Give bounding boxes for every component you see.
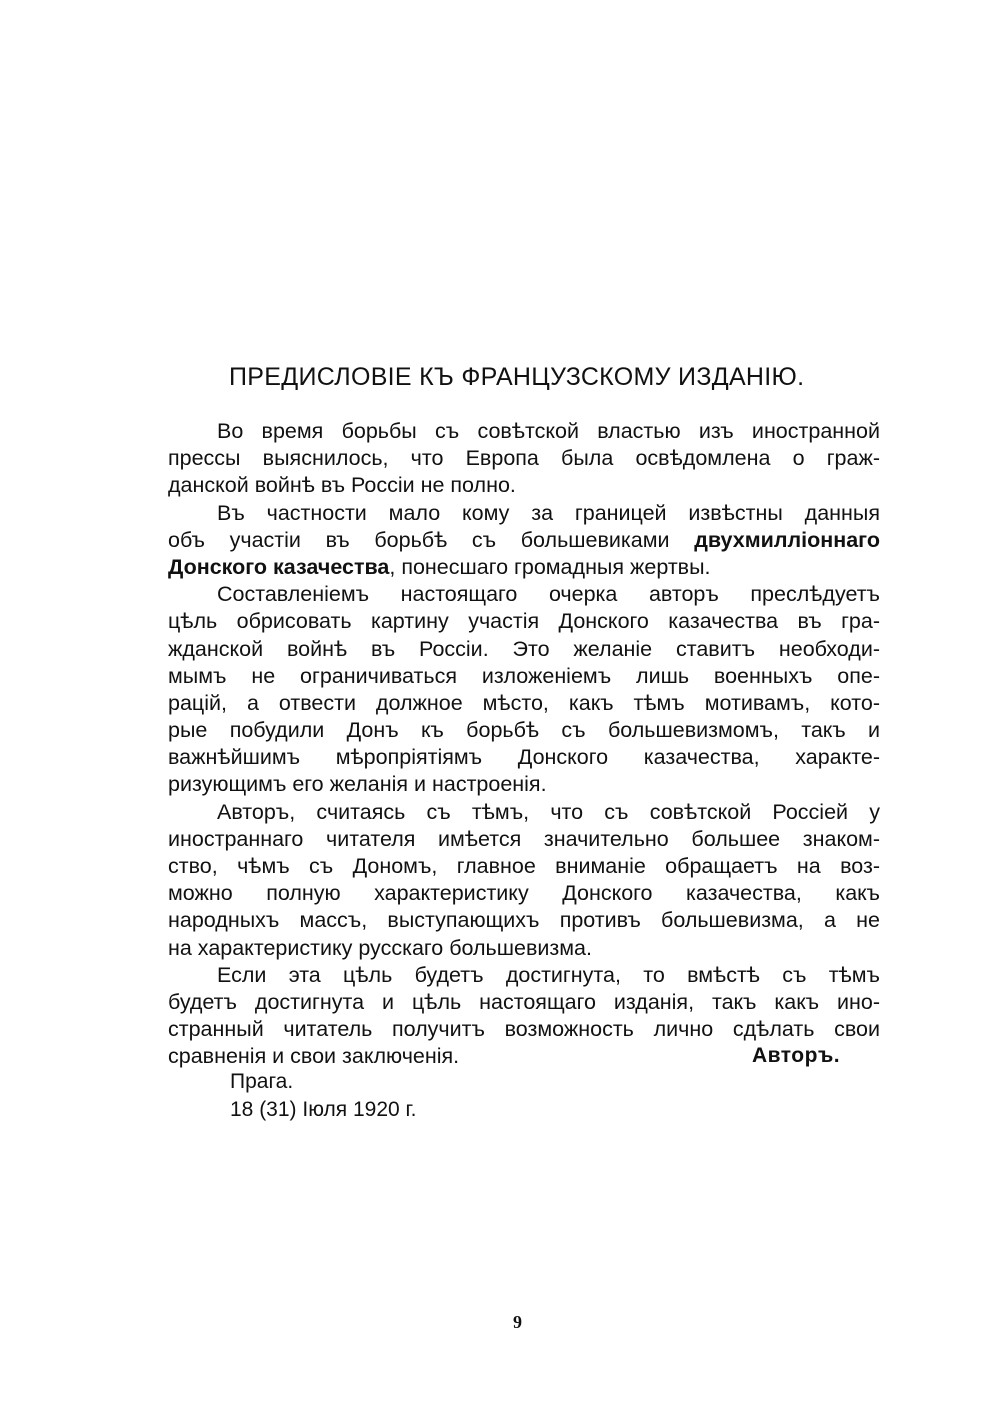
- text-line: Составленіемъ настоящаго очерка авторъ преслѣдуетъ: [217, 582, 880, 607]
- text-line: ство, чѣмъ съ Дономъ, главное вниманіе обращаетъ на воз-: [168, 854, 880, 878]
- text-line: на характеристику русскаго большевизма.: [168, 935, 592, 960]
- text-line: [168, 527, 880, 554]
- date-line: 18 (31) Іюля 1920 г.: [230, 1098, 417, 1121]
- preface-body: [168, 418, 880, 1071]
- bold-fragment: Донского казачества: [168, 554, 390, 579]
- text-line: прессы выяснилось, что Европа была освѣдомлена о граж-: [168, 446, 880, 471]
- author-signature: Авторъ.: [752, 1044, 841, 1067]
- text-line: рые побудили Донъ къ борьбѣ съ большевизмомъ, такъ и: [168, 718, 880, 743]
- text-line: народныхъ массъ, выступающихъ противъ большевизма, а не: [168, 908, 880, 933]
- preface-title: ПРЕДИСЛОВІЕ КЪ ФРАНЦУЗСКОМУ ИЗДАНІЮ.: [229, 363, 805, 391]
- text-line: [168, 554, 880, 581]
- place-line: Прага.: [230, 1070, 294, 1093]
- text-line: странный читатель получитъ возможность лично сдѣлать свои: [168, 1017, 880, 1042]
- text-line: сравненія и свои заключенія.: [168, 1044, 460, 1069]
- text-line: цѣль обрисовать картину участія Донского казачества въ гра-: [168, 609, 880, 634]
- text-line: Въ частности мало кому за границей извѣстны данныя: [217, 500, 880, 525]
- text-line: иностраннаго читателя имѣется значительно большее знаком-: [168, 826, 880, 851]
- text-line: рацій, а отвести должное мѣсто, какъ тѣмъ мотивамъ, кото-: [168, 690, 880, 715]
- text-line: важнѣйшимъ мѣропріятіямъ Донского казачества, характе-: [168, 745, 880, 770]
- text-line: Авторъ, считаясь съ тѣмъ, что съ совѣтской Россіей у: [217, 799, 880, 824]
- text-line: будетъ достигнута и цѣль настоящаго изданія, такъ какъ ино-: [168, 989, 880, 1014]
- text-line: Если эта цѣль будетъ достигнута, то вмѣстѣ съ тѣмъ: [217, 962, 880, 987]
- text-line: Во время борьбы съ совѣтской властью изъ иностранной: [217, 419, 880, 443]
- bold-fragment: двухмилліоннаго: [694, 527, 880, 552]
- text-fragment: объ участіи въ борьбѣ съ большевиками: [168, 527, 670, 552]
- page-number: 9: [513, 1312, 522, 1332]
- text-line: мымъ не ограничиваться изложеніемъ лишь военныхъ опе-: [168, 663, 880, 688]
- text-fragment: , понесшаго громадныя жертвы.: [389, 554, 711, 579]
- text-line: жданской войнѣ въ Россіи. Это желаніе ставитъ необходи-: [168, 636, 880, 661]
- text-line: ризующимъ его желанія и настроенія.: [168, 772, 547, 797]
- text-line: можно полную характеристику Донского казачества, какъ: [168, 881, 880, 906]
- text-line: данской войнѣ въ Россіи не полно.: [168, 473, 516, 498]
